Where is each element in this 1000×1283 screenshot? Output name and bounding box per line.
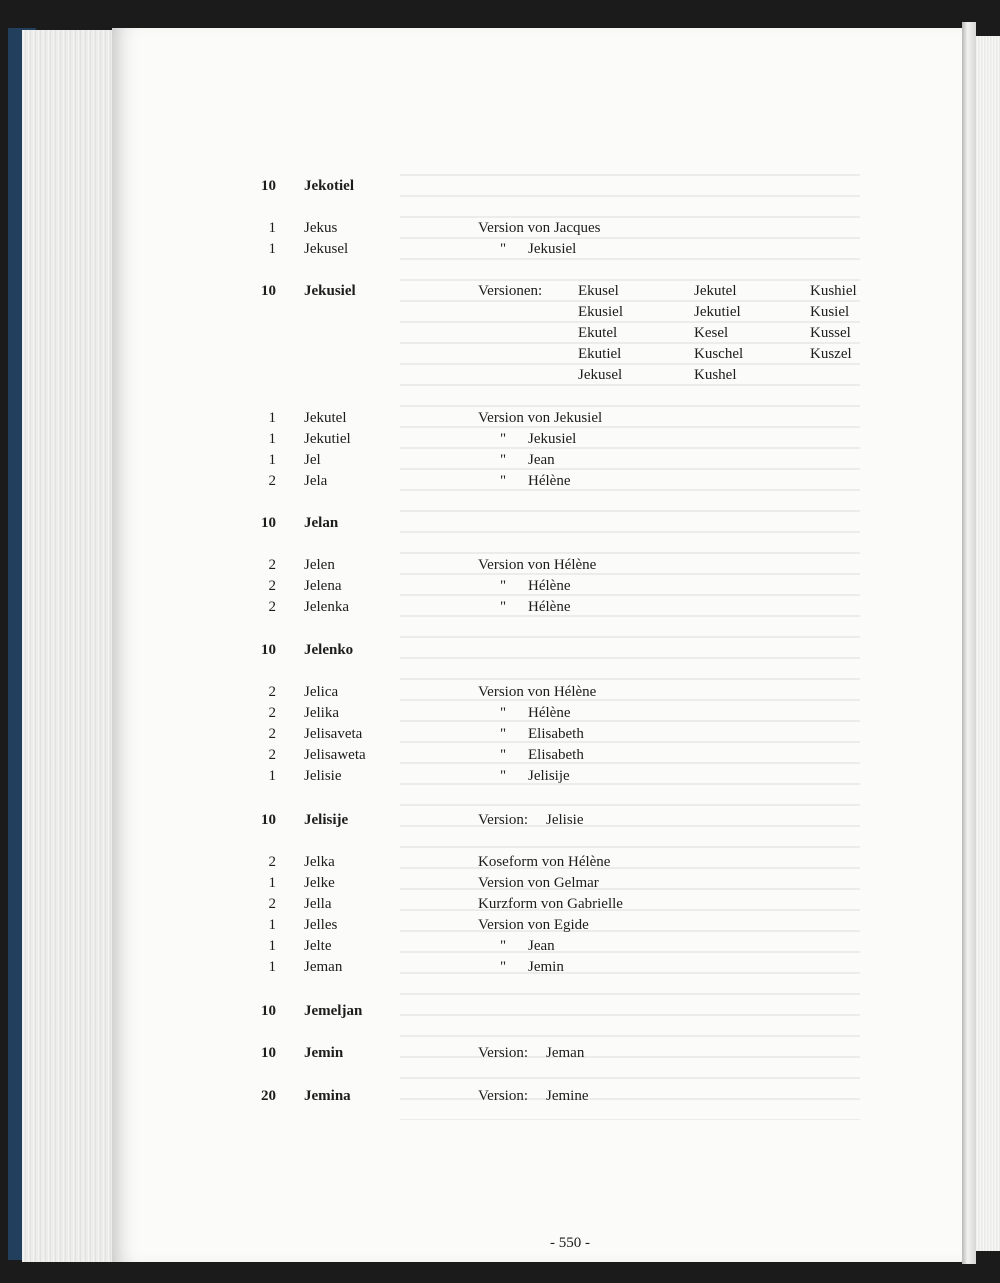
entry-count: 10 (261, 1003, 276, 1019)
ditto-mark: " (500, 747, 507, 763)
entry-reference: Hélène (528, 599, 571, 615)
entry-reference: Ekutiel (578, 346, 622, 362)
entry-count: 2 (268, 557, 276, 573)
entry-reference: Jelisie (546, 812, 584, 828)
entry-name: Jelenko (304, 642, 354, 658)
entry-row (0, 1043, 1000, 1063)
entry-count: 20 (261, 1088, 276, 1104)
entry-count: 10 (261, 1045, 276, 1061)
entry-row (0, 936, 1000, 956)
ditto-mark: " (500, 578, 507, 594)
entry-name: Jelisaveta (304, 726, 363, 742)
entry-note: Version: (478, 1088, 528, 1104)
entry-name: Jemin (304, 1045, 344, 1061)
entry-name: Jelenka (304, 599, 349, 615)
entry-reference: Jekusiel (528, 431, 577, 447)
entry-reference: Ekutel (578, 325, 618, 341)
entry-row (0, 1086, 1000, 1106)
entry-row (0, 597, 1000, 617)
entry-reference: Jeman (546, 1045, 585, 1061)
entry-reference: Jean (528, 452, 555, 468)
ditto-mark: " (500, 241, 507, 257)
entry-name: Jekotiel (304, 178, 354, 194)
entry-row (0, 218, 1000, 238)
entry-note: Version von Gelmar (478, 875, 599, 891)
entry-reference-2: Kushel (694, 367, 737, 383)
entry-count: 1 (268, 917, 276, 933)
page-footer (0, 1233, 1000, 1253)
ditto-mark: " (500, 726, 507, 742)
entry-name: Jela (304, 473, 328, 489)
ditto-mark: " (500, 431, 507, 447)
entry-name: Jel (304, 452, 321, 468)
entry-row (0, 471, 1000, 491)
entry-count: 10 (261, 642, 276, 658)
entry-row (0, 682, 1000, 702)
entry-reference: Ekusiel (578, 304, 623, 320)
entry-reference: Ekusel (578, 283, 619, 299)
entry-count: 2 (268, 599, 276, 615)
entry-name: Jelica (304, 684, 339, 700)
entry-name: Jelles (304, 917, 338, 933)
entry-note: Version von Egide (478, 917, 589, 933)
entry-count: 2 (268, 705, 276, 721)
entry-count: 10 (261, 178, 276, 194)
entry-count: 10 (261, 812, 276, 828)
entry-name: Jemina (304, 1088, 351, 1104)
entry-row (0, 576, 1000, 596)
entry-count: 1 (268, 410, 276, 426)
entry-row (0, 450, 1000, 470)
entry-name: Jekus (304, 220, 338, 236)
entry-count: 1 (268, 241, 276, 257)
entry-count: 1 (268, 875, 276, 891)
entry-name: Jeman (304, 959, 343, 975)
entry-name: Jella (304, 896, 332, 912)
entry-count: 2 (268, 726, 276, 742)
entry-row (0, 724, 1000, 744)
entry-name: Jelisie (304, 768, 342, 784)
entry-name: Jelen (304, 557, 335, 573)
entry-count: 2 (268, 473, 276, 489)
entry-row (0, 766, 1000, 786)
ditto-mark: " (500, 599, 507, 615)
entry-count: 2 (268, 896, 276, 912)
entry-name: Jelka (304, 854, 335, 870)
entry-name: Jelan (304, 515, 339, 531)
entry-reference: Elisabeth (528, 747, 584, 763)
ditto-mark: " (500, 959, 507, 975)
entry-name: Jekusel (304, 241, 349, 257)
entry-row (0, 429, 1000, 449)
entry-count: 2 (268, 854, 276, 870)
entry-row (0, 281, 1000, 301)
entry-count: 2 (268, 684, 276, 700)
entry-reference-3: Kushiel (810, 283, 857, 299)
entry-reference-3: Kussel (810, 325, 851, 341)
entry-name: Jelisije (304, 812, 349, 828)
entry-reference-2: Kuschel (694, 346, 744, 362)
entry-reference: Elisabeth (528, 726, 584, 742)
entry-row (0, 703, 1000, 723)
entry-row (0, 408, 1000, 428)
ditto-mark: " (500, 705, 507, 721)
entry-name: Jemeljan (304, 1003, 363, 1019)
ditto-mark: " (500, 452, 507, 468)
entry-reference: Hélène (528, 578, 571, 594)
entry-note: Version von Hélène (478, 684, 597, 700)
entry-note: Koseform von Hélène (478, 854, 611, 870)
entry-row (0, 1001, 1000, 1021)
entry-row (0, 894, 1000, 914)
entry-name: Jekusiel (304, 283, 356, 299)
entry-note: Kurzform von Gabrielle (478, 896, 623, 912)
entry-row (0, 555, 1000, 575)
entry-count: 2 (268, 747, 276, 763)
entry-row (0, 852, 1000, 872)
entry-name: Jelte (304, 938, 332, 954)
entry-row (0, 745, 1000, 765)
entry-name: Jekutiel (304, 431, 351, 447)
entry-note: Version von Jekusiel (478, 410, 603, 426)
entry-reference: Jekusiel (528, 241, 577, 257)
entry-count: 1 (268, 220, 276, 236)
ditto-mark: " (500, 473, 507, 489)
entry-count: 2 (268, 578, 276, 594)
entry-name: Jelke (304, 875, 335, 891)
entry-reference: Jean (528, 938, 555, 954)
ditto-mark: " (500, 768, 507, 784)
entry-row (0, 302, 1000, 322)
entry-row (0, 915, 1000, 935)
entry-row (0, 176, 1000, 196)
entry-reference-3: Kusiel (810, 304, 850, 320)
entry-count: 10 (261, 283, 276, 299)
entry-reference: Jemine (546, 1088, 589, 1104)
entry-reference-2: Jekutiel (694, 304, 741, 320)
entry-row (0, 640, 1000, 660)
entry-count: 1 (268, 431, 276, 447)
entry-name: Jelena (304, 578, 342, 594)
entry-row (0, 810, 1000, 830)
entry-count: 1 (268, 768, 276, 784)
ditto-mark: " (500, 938, 507, 954)
entry-reference-2: Kesel (694, 325, 729, 341)
entry-row (0, 323, 1000, 343)
entry-note: Version: (478, 1045, 528, 1061)
entry-count: 1 (268, 959, 276, 975)
entry-count: 1 (268, 452, 276, 468)
entry-name: Jelisaweta (304, 747, 366, 763)
entry-reference-3: Kuszel (810, 346, 852, 362)
entry-count: 1 (268, 938, 276, 954)
entry-note: Version: (478, 812, 528, 828)
entry-reference: Jelisije (528, 768, 570, 784)
entry-row (0, 957, 1000, 977)
entry-row (0, 344, 1000, 364)
entry-name: Jelika (304, 705, 339, 721)
entry-row (0, 513, 1000, 533)
entry-reference: Hélène (528, 473, 571, 489)
page-number: - 550 - (550, 1235, 590, 1251)
entry-reference: Jekusel (578, 367, 623, 383)
entry-reference: Hélène (528, 705, 571, 721)
entry-row (0, 873, 1000, 893)
entry-name: Jekutel (304, 410, 347, 426)
entry-note: Version von Hélène (478, 557, 597, 573)
entry-reference-2: Jekutel (694, 283, 737, 299)
entry-count: 10 (261, 515, 276, 531)
entry-note: Version von Jacques (478, 220, 601, 236)
entry-note: Versionen: (478, 283, 543, 299)
entry-row (0, 365, 1000, 385)
entry-row (0, 239, 1000, 259)
entry-reference: Jemin (528, 959, 564, 975)
